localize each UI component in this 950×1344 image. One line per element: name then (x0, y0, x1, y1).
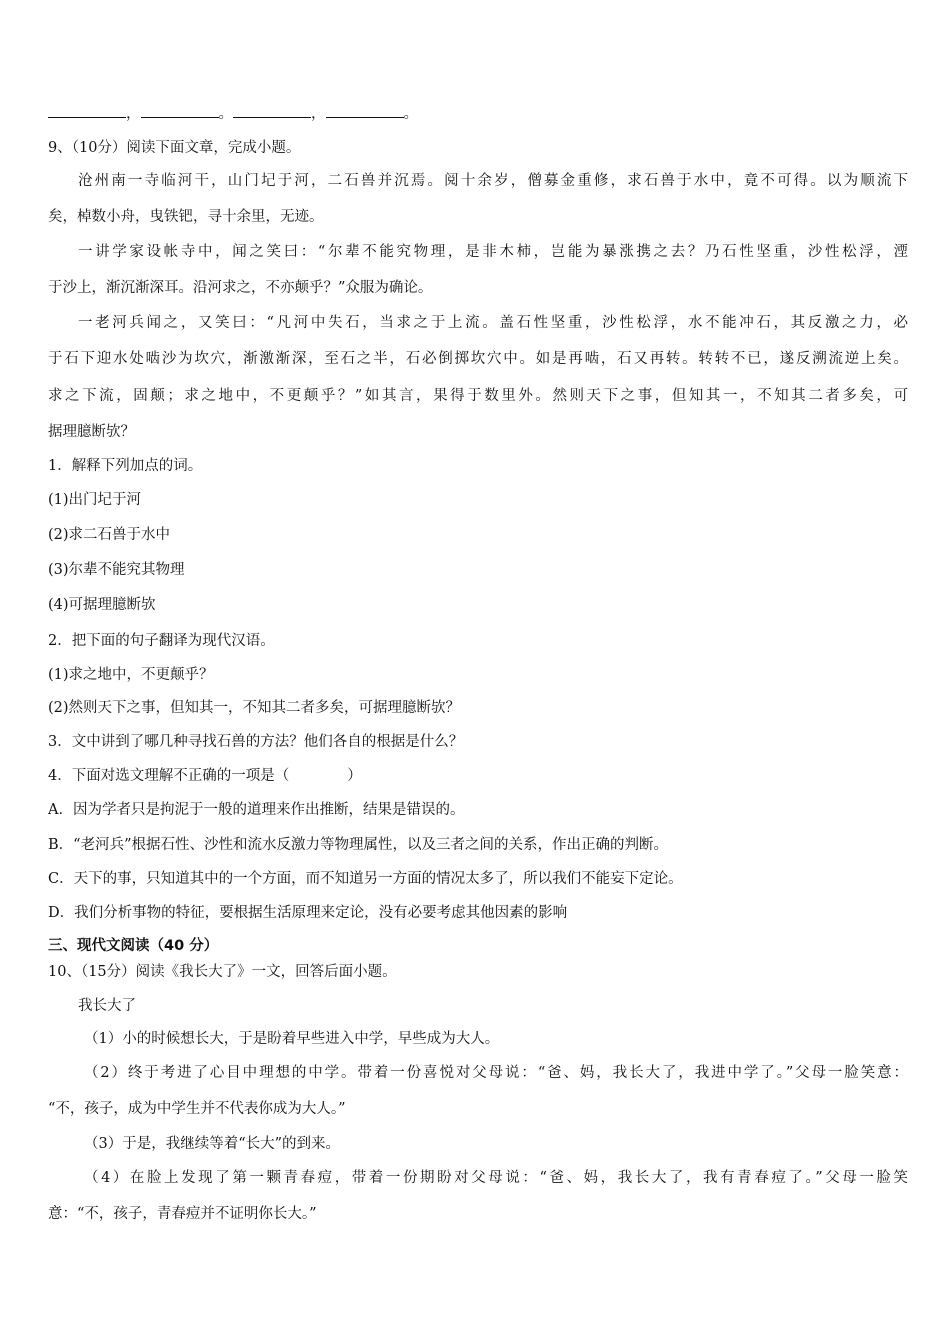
q9-passage-line: 求之下流，固颠；求之地中，不更颠乎？”如其言，果得于数里外。然则天下之事，但知其一，不知其二者多矣，可 (48, 388, 908, 404)
q9-sub2-item: (1)求之地中，不更颠乎？ (48, 667, 214, 683)
article-paragraph: “不，孩子，成为中学生并不代表你成为大人。” (48, 1101, 346, 1117)
q9-sub-question-2: 2．把下面的句子翻译为现代汉语。 (48, 633, 275, 649)
article-paragraph: （2）终于考进了心目中理想的中学。带着一份喜悦对父母说：“爸、妈，我长大了，我进中学了。”父母一脸笑意： (84, 1065, 908, 1081)
q10-header: 10、（15分）阅读《我长大了》一文，回答后面小题。 (48, 964, 397, 980)
article-paragraph: （1）小的时候想长大，于是盼着早些进入中学，早些成为大人。 (84, 1031, 500, 1047)
answer-blank[interactable] (233, 107, 311, 118)
q9-passage-line: 于石下迎水处啮沙为坎穴，渐激渐深，至石之半，石必倒掷坎穴中。如是再啮，石又再转。转转不已，遂反溯流逆上矣。 (48, 351, 908, 367)
q9-passage-line: 沧州南一寺临河干，山门圮于河，二石兽并沉焉。阅十余岁，僧募金重修，求石兽于水中，竟不可得。以为顺流下 (78, 173, 908, 189)
q9-sub-question-3: 3．文中讲到了哪几种寻找石兽的方法？他们各自的根据是什么？ (48, 734, 464, 750)
q9-sub2-item: (2)然则天下之事，但知其一，不知其二者多矣，可据理臆断欤？ (48, 700, 461, 716)
q9-sub1-item: (1)出门圮于河 (48, 492, 142, 508)
q9-passage-line: 一讲学家设帐寺中，闻之笑曰：“尔辈不能究物理，是非木柿，岂能为暴涨携之去？乃石性坚重，沙性松浮，湮 (78, 244, 908, 260)
q9-option-b[interactable]: B．“老河兵”根据石性、沙性和流水反激力等物理属性，以及三者之间的关系，作出正确的判断。 (48, 837, 668, 853)
article-paragraph: 意：“不，孩子，青春痘并不证明你长大。” (48, 1206, 317, 1222)
q9-option-c[interactable]: C．天下的事，只知道其中的一个方面，而不知道另一方面的情况太多了，所以我们不能妄下定论。 (48, 871, 683, 887)
q9-passage-line: 矣，棹数小舟，曳铁钯，寻十余里，无迹。 (48, 209, 324, 225)
article-paragraph: （4）在脸上发现了第一颗青春痘，带着一份期盼对父母说：“爸、妈，我长大了，我有青春痘了。”父母一脸笑 (84, 1170, 908, 1186)
answer-blank[interactable] (141, 107, 219, 118)
answer-blank[interactable] (48, 107, 126, 118)
section-3-title: 三、现代文阅读（40 分） (48, 938, 219, 954)
q9-sub1-item: (4)可据理臆断欤 (48, 597, 156, 613)
answer-blanks-line (48, 104, 908, 124)
q9-sub-question-4: 4．下面对选文理解不正确的一项是（ ） (48, 768, 362, 784)
separator: 。 (218, 106, 233, 122)
q9-sub1-item: (2)求二石兽于水中 (48, 527, 171, 543)
q9-passage-line: 一老河兵闻之，又笑曰：“凡河中失石，当求之于上流。盖石性坚重，沙性松浮，水不能冲石，其反激之力，必 (78, 315, 908, 331)
article-title: 我长大了 (78, 998, 136, 1014)
q9-option-d[interactable]: D．我们分析事物的特征，要根据生活原理来定论，没有必要考虑其他因素的影响 (48, 905, 568, 921)
q9-sub1-item: (3)尔辈不能究其物理 (48, 562, 185, 578)
q9-header: 9、（10分）阅读下面文章，完成小题。 (48, 140, 301, 156)
separator: ， (311, 106, 326, 122)
separator: ， (126, 106, 141, 122)
q9-option-a[interactable]: A．因为学者只是拘泥于一般的道理来作出推断，结果是错误的。 (48, 802, 465, 818)
separator: 。 (403, 106, 418, 122)
q9-sub-question-1: 1．解释下列加点的词。 (48, 458, 203, 474)
article-paragraph: （3）于是，我继续等着“长大”的到来。 (84, 1136, 341, 1152)
answer-blank[interactable] (326, 107, 404, 118)
q9-passage-line: 据理臆断欤？ (48, 424, 135, 440)
q9-passage-line: 于沙上，渐沉渐深耳。沿河求之，不亦颠乎？”众服为确论。 (48, 280, 433, 296)
